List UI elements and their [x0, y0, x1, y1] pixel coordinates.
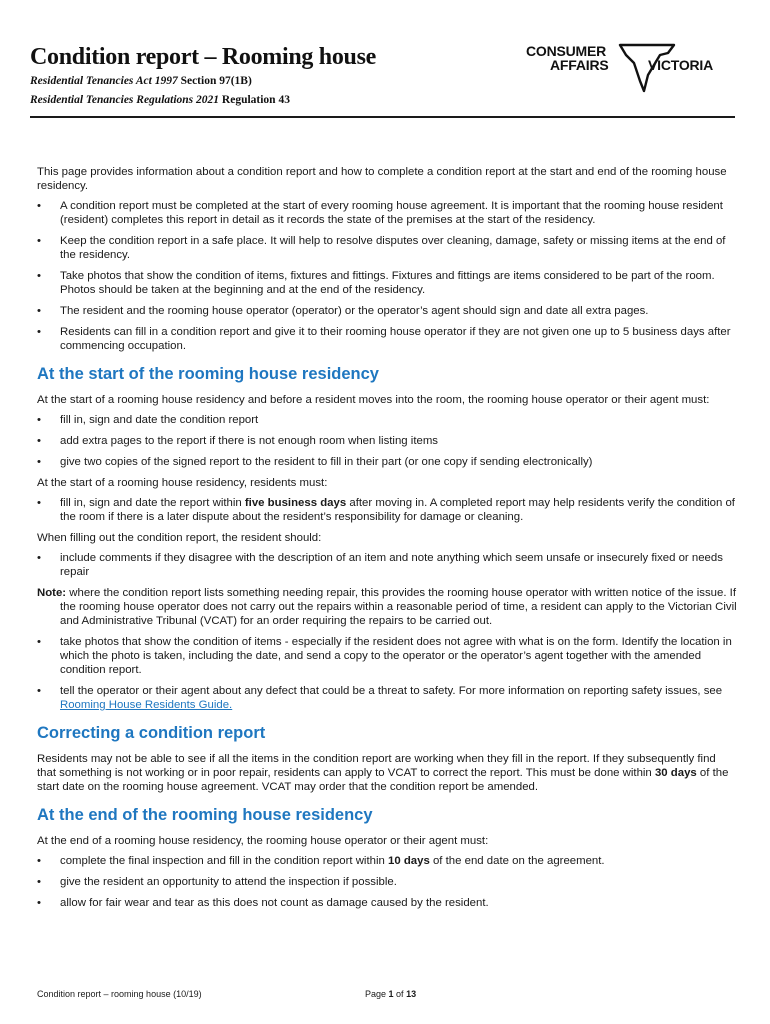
- list-item: • take photos that show the condition of items - especially if the resident does not agree with what is on the form. Identify the location in which the photo is taken, including the date, and send a copy to the operator or the operator’s agent together with the amended condition report.: [37, 636, 732, 676]
- bullet-icon: •: [37, 685, 41, 697]
- bullet-icon: •: [37, 414, 41, 426]
- operator-intro: At the start of a rooming house residency and before a resident moves into the room, the rooming house operator or their agent must:: [37, 394, 710, 406]
- footer-document-label: Condition report – rooming house (10/19): [37, 989, 202, 999]
- list-item: • fill in, sign and date the condition report: [37, 414, 259, 426]
- operator-list: [37, 413, 737, 469]
- correcting-paragraph: Residents may not be able to see if all the items in the condition report are working when they fill in the report. If they subsequently find that something is not working or in poor repair, residents can apply to VCAT to correct the report. This must be done within 30 days of the start date on the rooming house agreement. VCAT may order that the condition report be amended.: [37, 753, 729, 793]
- filling-list-continued: [37, 635, 737, 712]
- end-list: [37, 854, 737, 910]
- bullet-icon: •: [37, 855, 41, 867]
- end-intro: At the end of a rooming house residency, the rooming house operator or their agent must:: [37, 835, 489, 847]
- page-title: Condition report – Rooming house: [30, 44, 376, 70]
- resident-list: [37, 496, 737, 524]
- filling-intro: When filling out the condition report, the resident should:: [37, 532, 322, 544]
- bullet-icon: •: [37, 235, 41, 247]
- list-item: • allow for fair wear and tear as this does not count as damage caused by the resident.: [37, 897, 489, 909]
- residents-guide-link[interactable]: Rooming House Residents Guide.: [60, 699, 233, 711]
- bullet-icon: •: [37, 270, 41, 282]
- bullet-icon: •: [37, 326, 41, 338]
- intro-list: [37, 199, 737, 353]
- list-item: • A condition report must be completed at the start of every rooming house agreement. It is important that the rooming house resident (resident) completes this report in detail as it records the state of the premises at the start of the residency.: [37, 200, 723, 226]
- section-heading-correcting: Correcting a condition report: [37, 724, 266, 742]
- section-heading-start: At the start of the rooming house residency: [37, 365, 379, 383]
- bullet-icon: •: [37, 636, 41, 648]
- bullet-icon: •: [37, 897, 41, 909]
- list-item: • include comments if they disagree with the description of an item and note anything which seem unsafe or insecurely fixed or needs repair: [37, 552, 723, 578]
- bullet-icon: •: [37, 552, 41, 564]
- list-item: • give the resident an opportunity to attend the inspection if possible.: [37, 876, 397, 888]
- bullet-icon: •: [37, 305, 41, 317]
- list-item: • Take photos that show the condition of items, fixtures and fittings. Fixtures and fittings are items considered to be part of the room. Photos should be taken at the beginning and at the end of the residency.: [37, 270, 715, 296]
- note-label: Note:: [37, 587, 67, 599]
- list-item: • tell the operator or their agent about any defect that could be a threat to safety. For more information on reporting safety issues, see Rooming House Residents Guide.: [37, 685, 723, 711]
- bullet-icon: •: [37, 456, 41, 468]
- consumer-affairs-victoria-logo: [526, 40, 721, 95]
- regulation-reference: Residential Tenancies Regulations 2021 Regulation 43: [30, 94, 290, 106]
- list-item: • Residents can fill in a condition report and give it to their rooming house operator if they are not given one up to 5 business days after commencing occupation.: [37, 326, 731, 352]
- intro-paragraph: This page provides information about a condition report and how to complete a condition report at the start and end of the rooming house residency.: [37, 166, 727, 192]
- logo-text-victoria: VICTORIA: [648, 57, 714, 73]
- document-header: [30, 40, 735, 118]
- list-item: • The resident and the rooming house operator (operator) or the operator’s agent should sign and date all extra pages.: [37, 305, 649, 317]
- resident-intro: At the start of a rooming house residency, residents must:: [37, 477, 328, 489]
- repair-note: Note: where the condition report lists something needing repair, this provides the rooming house operator with written notice of the issue. If the rooming house operator does not carry out the repairs within a reasonable period of time, a resident can apply to the Victorian Civil and Administrative Tribunal (VCAT) for an order requiring the repairs to be carried out.: [37, 587, 737, 627]
- list-item: • fill in, sign and date the report within five business days after moving in. A completed report may help residents verify the condition of the room if there is a later dispute about the resident’s responsibility for damage or cleaning.: [37, 497, 735, 523]
- bullet-icon: •: [37, 435, 41, 447]
- page-number: Page 1 of 13: [365, 989, 417, 999]
- list-item: • give two copies of the signed report to the resident to fill in their part (or one copy if sending electronically): [37, 456, 593, 468]
- list-item: • Keep the condition report in a safe place. It will help to resolve disputes over cleaning, damage, safety or missing items at the end of the residency.: [37, 235, 726, 261]
- filling-list: [37, 551, 737, 579]
- bullet-icon: •: [37, 200, 41, 212]
- logo-text-consumer: CONSUMER: [526, 43, 607, 59]
- list-item: • add extra pages to the report if there is not enough room when listing items: [37, 435, 439, 447]
- logo-text-affairs: AFFAIRS: [550, 57, 609, 73]
- bullet-icon: •: [37, 876, 41, 888]
- act-reference: Residential Tenancies Act 1997 Section 97(1B): [30, 75, 252, 87]
- list-item: • complete the final inspection and fill in the condition report within 10 days of the end date on the agreement.: [37, 855, 605, 867]
- bullet-icon: •: [37, 497, 41, 509]
- section-heading-end: At the end of the rooming house residency: [37, 806, 373, 824]
- main-content: [37, 165, 737, 917]
